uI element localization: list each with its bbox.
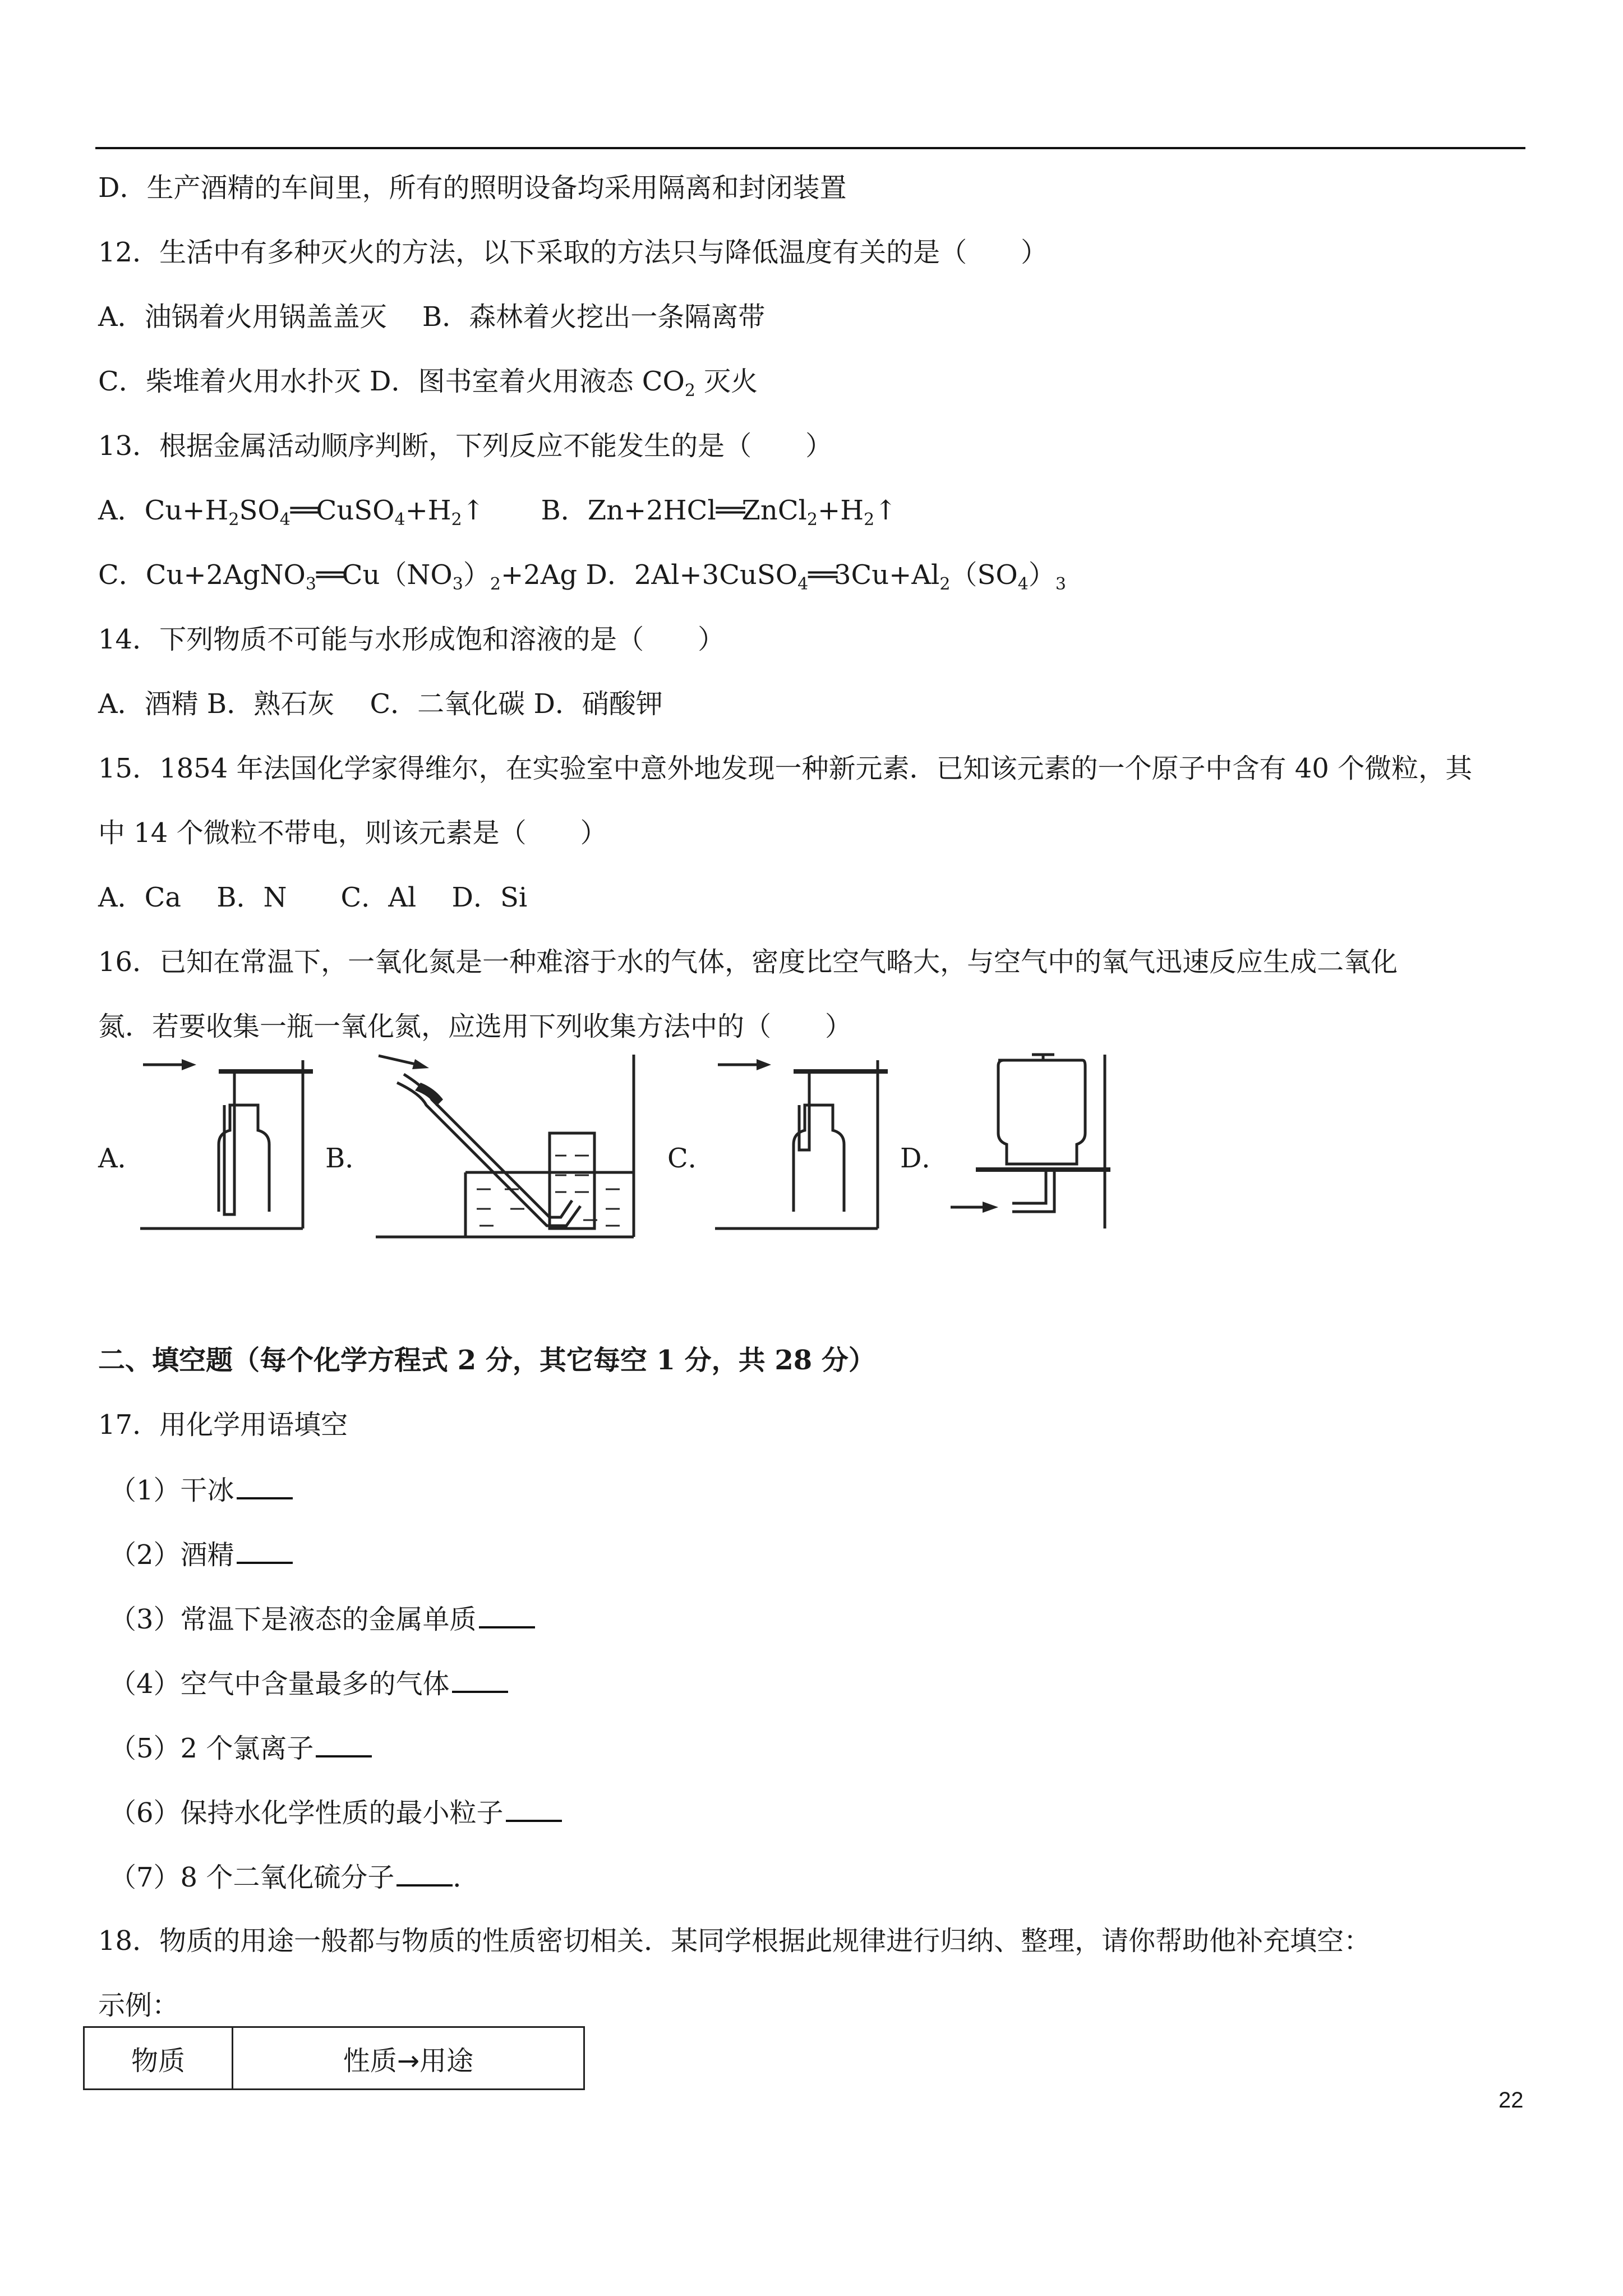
q13-a-9: 2	[451, 510, 462, 530]
q12-stem: 12．生活中有多种灭火的方法，以下采取的方法只与降低温度有关的是（ ）	[98, 237, 1048, 268]
q13-a-10: ↑	[462, 495, 485, 526]
q13-d-9: 3	[1055, 574, 1066, 594]
q18-example-table	[83, 2026, 585, 2090]
q13-a-4: 4	[279, 510, 291, 530]
q12-cd-tail: 灭火	[695, 366, 758, 397]
q17-item-1	[109, 1473, 293, 1507]
q13-b-2: ══	[716, 495, 742, 526]
q13-a-8: +H	[405, 495, 451, 526]
q17-item-7-text: （7）8 个二氧化硫分子	[109, 1862, 395, 1893]
table-header-substance: 物质	[84, 2027, 233, 2090]
table-row	[84, 2027, 584, 2090]
q16-label-a: A．	[98, 1143, 145, 1174]
q16-figure-a-upward-air-bottle	[135, 1049, 320, 1234]
q17-item-7-blank[interactable]	[396, 1860, 453, 1887]
q17-item-4	[109, 1666, 508, 1701]
q13-a-2: 2	[228, 510, 239, 530]
q13-b-4: 2	[806, 510, 818, 530]
q13-d-5: 2	[939, 574, 951, 594]
q12-cd-text: C．柴堆着火用水扑灭 D．图书室着火用液态 CO	[98, 366, 685, 397]
q17-item-1-text: （1）干冰	[109, 1475, 234, 1506]
q13-b-3: ZnCl	[741, 495, 807, 526]
q13-d-1: D．2Al+3CuSO	[585, 559, 798, 591]
q18-stem: 18．物质的用途一般都与物质的性质密切相关．某同学根据此规律进行归纳、整理，请你帮助他补充填空：	[98, 1925, 1371, 1957]
q13-d-4: 3Cu+Al	[833, 559, 940, 591]
q13-d-6: （SO	[950, 559, 1018, 591]
q16-figure-c-downward-air-bottle	[709, 1049, 895, 1234]
q17-item-2-text: （2）酒精	[109, 1539, 234, 1571]
q11-option-d: D．生产酒精的车间里，所有的照明设备均采用隔离和封闭装置	[98, 172, 847, 204]
q17-item-5-blank[interactable]	[316, 1731, 372, 1757]
q13-d-7: 4	[1017, 574, 1029, 594]
q17-item-3-blank[interactable]	[479, 1602, 535, 1628]
q13-b-6: 2	[864, 510, 875, 530]
q16-label-c: C．	[667, 1143, 715, 1174]
q17-item-7-end: ．	[453, 1862, 480, 1893]
q13-d-3: ══	[808, 559, 834, 591]
q17-item-6-text: （6）保持水化学性质的最小粒子	[109, 1797, 504, 1829]
q15-line1: 15．1854 年法国化学家得维尔，在实验室中意外地发现一种新元素．已知该元素的一个原子中含有 40 个微粒，其	[98, 753, 1473, 784]
q13-c-7: 2	[490, 574, 501, 594]
q13-c-4: Cu（NO	[342, 559, 453, 591]
q13-a-5: ══	[290, 495, 316, 526]
q13-b-7: ↑	[874, 495, 897, 526]
q12-options-ab: A．油锅着火用锅盖盖灭 B．森林着火挖出一条隔离带	[98, 301, 766, 333]
q17-item-2-blank[interactable]	[237, 1537, 293, 1564]
header-rule	[95, 147, 1525, 149]
q17-item-3-text: （3）常温下是液态的金属单质	[109, 1604, 477, 1635]
section2-title: 二、填空题（每个化学方程式 2 分，其它每空 1 分，共 28 分）	[98, 1345, 875, 1376]
q14-stem: 14．下列物质不可能与水形成饱和溶液的是（ ）	[98, 624, 725, 655]
page-number: 22	[1498, 2088, 1524, 2113]
q13-c-6: ）	[463, 559, 490, 591]
q17-item-1-blank[interactable]	[237, 1473, 293, 1499]
q13-d-8: ）	[1028, 559, 1055, 591]
q13-c-5: 3	[452, 574, 463, 594]
q13-options-ab	[98, 494, 897, 537]
q13-a-7: 4	[394, 510, 405, 530]
table-header-property-use: 性质→用途	[233, 2027, 584, 2090]
q17-item-5-text: （5）2 个氯离子	[109, 1733, 314, 1764]
q12-cd-subscript: 2	[684, 381, 695, 401]
q17-item-5	[109, 1731, 372, 1765]
q13-stem: 13．根据金属活动顺序判断，下列反应不能发生的是（ ）	[98, 430, 833, 462]
q16-figure-d-inverted-bottle	[942, 1049, 1110, 1234]
q17-item-7	[109, 1860, 479, 1894]
q18-example-label: 示例：	[98, 1990, 179, 2021]
q17-item-6-blank[interactable]	[506, 1795, 562, 1822]
q13-c-2: 3	[305, 574, 316, 594]
q13-c-1: C．Cu+2AgNO	[98, 559, 306, 591]
q16-figure-b-water-displacement	[370, 1049, 639, 1243]
q17-stem: 17．用化学用语填空	[98, 1409, 348, 1441]
q17-item-6	[109, 1795, 562, 1830]
q14-options: A．酒精 B．熟石灰 C．二氧化碳 D．硝酸钾	[98, 688, 663, 720]
q15-options: A．Ca B．N C．Al D．Si	[98, 882, 528, 913]
q17-item-4-text: （4）空气中含量最多的气体	[109, 1668, 450, 1700]
q13-b-5: +H	[817, 495, 864, 526]
q16-label-d: D．	[900, 1143, 949, 1174]
q13-c-8: +2Ag	[500, 559, 578, 591]
q13-d-2: 4	[797, 574, 809, 594]
q13-a-6: CuSO	[316, 495, 395, 526]
q13-a-1: A．Cu+H	[98, 495, 229, 526]
q12-options-cd	[98, 365, 758, 408]
q13-b-1: B．Zn+2HCl	[541, 495, 716, 526]
q16-line2: 氮．若要收集一瓶一氧化氮，应选用下列收集方法中的（ ）	[98, 1011, 852, 1042]
q17-item-4-blank[interactable]	[452, 1666, 508, 1693]
q13-c-3: ══	[316, 559, 342, 591]
q15-line2: 中 14 个微粒不带电，则该元素是（ ）	[98, 817, 607, 849]
q17-item-3	[109, 1602, 535, 1636]
q16-line1: 16．已知在常温下，一氧化氮是一种难溶于水的气体，密度比空气略大，与空气中的氧气迅速反应生成二氧化	[98, 946, 1398, 978]
q16-label-b: B．	[325, 1143, 372, 1174]
q13-a-3: SO	[239, 495, 280, 526]
q13-options-cd	[98, 558, 1066, 601]
q17-item-2	[109, 1537, 293, 1572]
